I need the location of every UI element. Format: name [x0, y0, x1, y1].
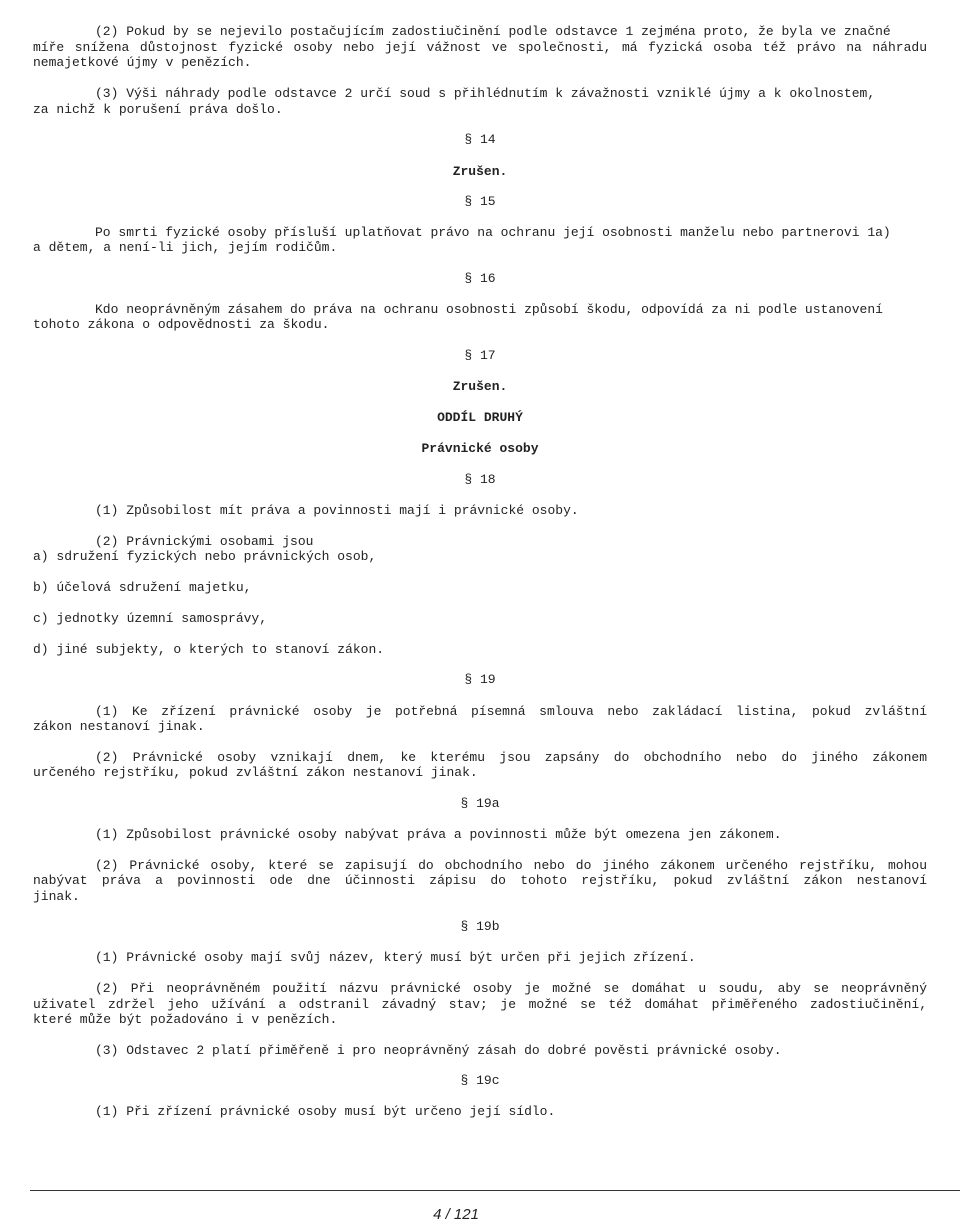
section-heading: § 18 [464, 472, 496, 487]
section-status: Zrušen. [452, 379, 508, 394]
section-heading: § 19a [460, 796, 500, 811]
paragraph-line: zákon nestanoví jinak. [33, 719, 205, 734]
footer-divider [30, 1190, 960, 1191]
section-heading: § 14 [464, 132, 496, 147]
paragraph-line: Po smrti fyzické osoby přísluší uplatňovat právo na ochranu její osobnosti manželu nebo partnerovi 1a) [95, 225, 891, 240]
paragraph-line: (3) Odstavec 2 platí přiměřeně i pro neoprávněný zásah do dobré pověsti právnické osoby. [95, 1043, 782, 1058]
paragraph-line: určeného rejstříku, pokud zvláštní zákon nestanoví jinak. [33, 765, 478, 780]
section-heading: § 16 [464, 271, 496, 286]
section-heading: § 19c [460, 1073, 500, 1088]
paragraph-line: (2) Právnickými osobami jsou [95, 534, 314, 549]
paragraph-line: (1) Způsobilost mít práva a povinnosti mají i právnické osoby. [95, 503, 579, 518]
part-title: Právnické osoby [421, 441, 539, 456]
paragraph-line: (2) Při neoprávněném použití názvu právnické osoby je možné se domáhat u soudu, aby se neoprávněný [95, 981, 927, 996]
part-heading: ODDÍL DRUHÝ [437, 410, 523, 425]
section-status: Zrušen. [452, 164, 508, 179]
page-number: 4 / 121 [433, 1206, 479, 1223]
section-heading: § 19 [464, 672, 496, 687]
section-heading: § 17 [464, 348, 496, 363]
paragraph-line: (3) Výši náhrady podle odstavce 2 určí soud s přihlédnutím k závažnosti vzniklé újmy a k okolnostem, [95, 86, 876, 101]
paragraph-line: míře snížena důstojnost fyzické osoby nebo její vážnost ve společnosti, má fyzická osoba též právo na náhradu [33, 40, 927, 55]
paragraph-line: které může být požadováno i v penězích. [33, 1012, 338, 1027]
paragraph-line: (1) Právnické osoby mají svůj název, který musí být určen při jejich zřízení. [95, 950, 696, 965]
list-item: a) sdružení fyzických nebo právnických osob, [33, 549, 377, 564]
section-heading: § 15 [464, 194, 496, 209]
paragraph-line: uživatel zdržel jeho užívání a odstranil závadný stav; je možné se též domáhat přiměřeného zadostiučinění, [33, 997, 927, 1012]
section-heading: § 19b [460, 919, 500, 934]
paragraph-line: (2) Právnické osoby, které se zapisují do obchodního nebo do jiného zákonem určeného rejstříku, mohou [95, 858, 927, 873]
list-item: d) jiné subjekty, o kterých to stanoví zákon. [33, 642, 385, 657]
paragraph-line: tohoto zákona o odpovědnosti za škodu. [33, 317, 330, 332]
paragraph-line: za nichž k porušení práva došlo. [33, 102, 283, 117]
paragraph-line: nemajetkové újmy v penězích. [33, 55, 252, 70]
list-item: c) jednotky územní samosprávy, [33, 611, 268, 626]
paragraph-line: (2) Právnické osoby vznikají dnem, ke kterému jsou zapsány do obchodního nebo do jiného zákonem [95, 750, 927, 765]
paragraph-line: (2) Pokud by se nejevilo postačujícím zadostiučinění podle odstavce 1 zejména proto, že byla ve značné [95, 24, 891, 39]
paragraph-line: (1) Ke zřízení právnické osoby je potřebná písemná smlouva nebo zakládací listina, pokud zvláštní [95, 704, 927, 719]
paragraph-line: (1) Při zřízení právnické osoby musí být určeno její sídlo. [95, 1104, 556, 1119]
paragraph-line: jinak. [33, 889, 80, 904]
paragraph-line: a dětem, a není-li jich, jejím rodičům. [33, 240, 338, 255]
paragraph-line: nabývat práva a povinnosti ode dne účinnosti zápisu do tohoto rejstříku, pokud zvláštní zákon nestanoví [33, 873, 927, 888]
list-item: b) účelová sdružení majetku, [33, 580, 252, 595]
paragraph-line: (1) Způsobilost právnické osoby nabývat práva a povinnosti může být omezena jen zákonem. [95, 827, 782, 842]
paragraph-line: Kdo neoprávněným zásahem do práva na ochranu osobnosti způsobí škodu, odpovídá za ni podle ustanovení [95, 302, 883, 317]
